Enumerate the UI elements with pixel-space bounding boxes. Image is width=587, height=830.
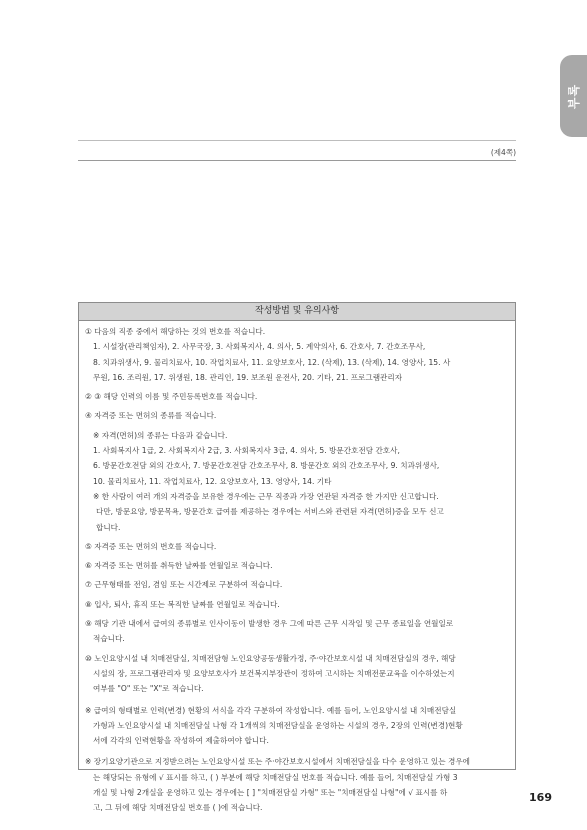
note-line: 6. 방문간호전담 외의 간호사, 7. 방문간호전담 간호조무사, 8. 방문간호 외의 간호조무사, 9. 치과위생사,	[93, 461, 440, 471]
notes-title: 작성방법 및 유의사항	[79, 303, 515, 321]
note-line: 1. 시설장(관리책임자), 2. 사무국장, 3. 사회복지사, 4. 의사, 5. 계약의사, 6. 간호사, 7. 간호조무사,	[93, 342, 426, 352]
appendix-tab-label: 부록	[567, 83, 581, 109]
note-line: 서에 각각의 인력현황을 작성하여 제출하여야 합니다.	[93, 736, 269, 746]
note-line: ⑩ 노인요양시설 내 치매전담실, 치매전담형 노인요양공동생활가정, 주·야간보호시설 내 치매전담실의 경우, 해당	[85, 653, 456, 663]
note-line: 적습니다.	[93, 634, 125, 644]
note-line: ④ 자격증 또는 면허의 종류를 적습니다.	[85, 411, 217, 421]
form-top-border	[78, 160, 516, 161]
note-line: ※ 장기요양기관으로 지정받으려는 노인요양시설 또는 주·야간보호시설에서 치매전담실을 다수 운영하고 있는 경우에	[85, 757, 471, 767]
note-line: ※ 한 사람이 여러 개의 자격증을 보유한 경우에는 근무 직종과 가장 연관된 자격증 한 가지만 신고합니다.	[93, 491, 439, 501]
note-line: 1. 사회복지사 1급, 2. 사회복지사 2급, 3. 사회복지사 3급, 4. 의사, 5. 방문간호전담 간호사,	[93, 446, 400, 456]
note-line: 개실 및 나형 2개실을 운영하고 있는 경우에는 [ ] "치매전담실 가형" 또는 "치매전담실 나형"에 √ 표시를 하	[93, 788, 448, 798]
note-line: 무원, 16. 조리원, 17. 위생원, 18. 관리인, 19. 보조원 운전사, 20. 기타, 21. 프로그램관리자	[93, 372, 403, 382]
note-line: 8. 치과위생사, 9. 물리치료사, 10. 작업치료사, 11. 요양보호사, 12. (삭제), 13. (삭제), 14. 영양사, 15. 사	[93, 357, 451, 367]
note-line: 합니다.	[96, 522, 121, 532]
page-number: 169	[529, 791, 552, 804]
header-divider	[78, 140, 516, 141]
note-line: 다만, 방문요양, 방문목욕, 방문간호 급여를 제공하는 경우에는 서비스와 관련된 자격(면허)증을 모두 신고	[96, 507, 444, 517]
note-line: 가형과 노인요양시설 내 치매전담실 나형 각 1개씩의 치매전담실을 운영하는 시설의 경우, 2장의 인력(변경)현황	[93, 720, 463, 730]
notes-body	[79, 321, 515, 816]
note-line: ⑤ 자격증 또는 면허의 번호를 적습니다.	[85, 541, 217, 551]
notes-box	[78, 302, 516, 813]
note-line: ※ 자격(면허)의 종류는 다음과 같습니다.	[93, 430, 228, 440]
note-line: ⑨ 해당 기관 내에서 급여의 종류별로 인사이동이 발생한 경우 그에 따른 근무 시작일 및 근무 종료일을 연월일로	[85, 619, 454, 629]
note-line: 는 해당되는 유형에 √ 표시를 하고, ( ) 부분에 해당 치매전담실 번호를 적습니다. 예를 들어, 치매전담실 가형 3	[93, 772, 458, 782]
form-page-number: (제4쪽)	[490, 148, 516, 157]
note-line: 여부를 "O" 또는 "X"로 적습니다.	[93, 684, 204, 694]
note-line: ① 다음의 직종 중에서 해당하는 것의 번호를 적습니다.	[85, 327, 266, 336]
note-line: ⑥ 자격증 또는 면허를 취득한 날짜를 연월일로 적습니다.	[85, 561, 273, 571]
note-line: 10. 물리치료사, 11. 작업치료사, 12. 요양보호사, 13. 영양사, 14. 기타	[93, 476, 332, 486]
note-line: ⑦ 근무형태를 전임, 겸임 또는 시간제로 구분하여 적습니다.	[85, 580, 283, 590]
note-line: ⑧ 입사, 퇴사, 휴직 또는 복직한 날짜를 연월일로 적습니다.	[85, 599, 280, 609]
appendix-side-tab	[560, 55, 587, 137]
note-line: 시설의 장, 프로그램관리자 및 요양보호사가 보건복지부장관이 정하여 고시하는 치매전문교육을 이수하였는지	[93, 668, 455, 678]
note-line: 고, 그 뒤에 해당 치매전담실 번호를 ( )에 적습니다.	[93, 803, 263, 813]
note-line: ② ③ 해당 인력의 이름 및 주민등록번호를 적습니다.	[85, 392, 258, 402]
note-line: ※ 급여의 형태별로 인력(변경) 현황의 서식을 각각 구분하여 작성합니다. 예를 들어, 노인요양시설 내 치매전담실	[85, 705, 457, 715]
